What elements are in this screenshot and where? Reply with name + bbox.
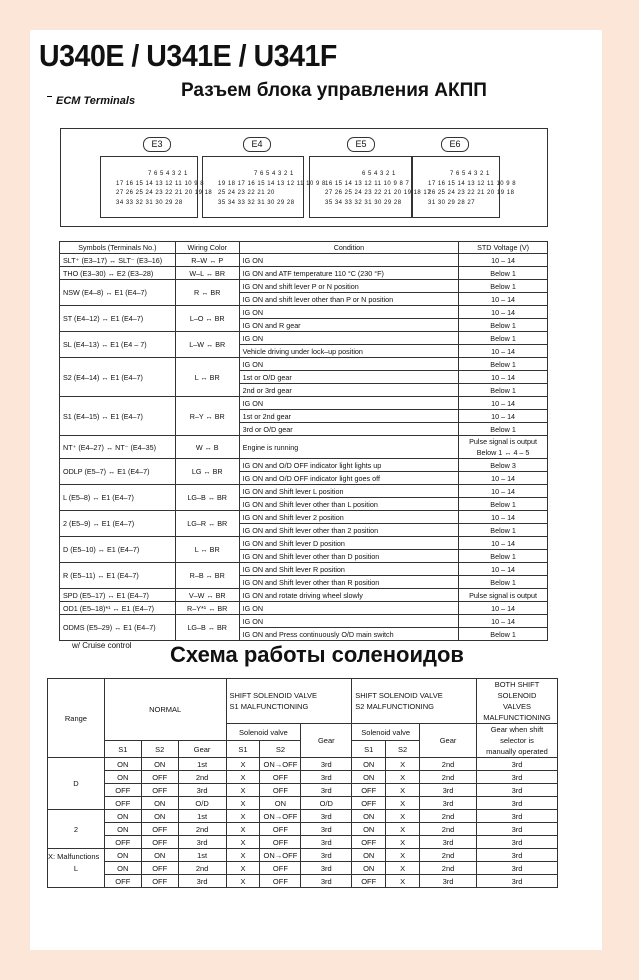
std-voltage: Below 1 [459, 524, 548, 537]
table-row [48, 836, 558, 849]
table-row [60, 511, 548, 524]
table-cell: 3rd [476, 797, 557, 810]
condition: IG ON [239, 332, 458, 345]
table-cell: ON [104, 849, 141, 862]
table-cell: 2nd [420, 771, 477, 784]
table-cell: X [386, 862, 420, 875]
terminal-symbol: ODMS (E5–29) ↔ E1 (E4–7) [60, 615, 176, 641]
connector-label-e5: E5 [347, 137, 375, 152]
table-cell: ON→OFF [260, 810, 301, 823]
table-cell: 3rd [301, 862, 352, 875]
condition: IG ON and Shift lever D position [239, 537, 458, 550]
table-cell: ON [104, 758, 141, 771]
s1mal-s2: S2 [260, 741, 301, 758]
connector-pin-row: 16 15 14 13 12 11 10 9 8 7 [325, 180, 410, 187]
std-voltage: 10 – 14 [459, 410, 548, 423]
std-voltage: 10 – 14 [459, 615, 548, 628]
table-cell: ON [352, 862, 386, 875]
table-cell: O/D [301, 797, 352, 810]
table-row [60, 563, 548, 576]
condition: IG ON and Shift lever other than D position [239, 550, 458, 563]
std-voltage: 10 – 14 [459, 345, 548, 358]
terminal-symbol: THO (E3–30) ↔ E2 (E3–28) [60, 267, 176, 280]
std-voltage: Below 1 [459, 332, 548, 345]
table-cell: ON [141, 849, 178, 862]
std-voltage: Below 1 [459, 628, 548, 641]
table-cell: OFF [352, 836, 386, 849]
condition: IG ON and shift lever other than P or N position [239, 293, 458, 306]
connector-pin-row: 17 16 15 14 13 12 11 10 9 8 [116, 180, 205, 187]
condition: 1st or O/D gear [239, 371, 458, 384]
divider [47, 96, 52, 97]
table-row [48, 810, 558, 823]
table-cell: 3rd [301, 810, 352, 823]
russian-subtitle: Разъем блока управления АКПП [181, 80, 487, 101]
condition: IG ON and Shift lever other than R position [239, 576, 458, 589]
table-cell: O/D [178, 797, 226, 810]
table-row [60, 306, 548, 319]
std-voltage: 10 – 14 [459, 602, 548, 615]
std-voltage: 10 – 14 [459, 472, 548, 485]
table-cell: 2nd [420, 862, 477, 875]
table-cell: 3rd [301, 836, 352, 849]
table-row [60, 280, 548, 293]
connector-pin-row: 7 6 5 4 3 2 1 [254, 171, 294, 177]
table-cell: 3rd [301, 758, 352, 771]
solenoid-title: Схема работы соленоидов [170, 642, 464, 667]
std-voltage: 10 – 14 [459, 537, 548, 550]
connector-label-e3: E3 [143, 137, 171, 152]
std-voltage: 10 – 14 [459, 306, 548, 319]
condition: IG ON and O/D OFF indicator light lights up [239, 459, 458, 472]
range-cell: D [48, 758, 105, 810]
terminal-symbol: R (E5–11) ↔ E1 (E4–7) [60, 563, 176, 589]
table-cell: 3rd [420, 797, 477, 810]
table-cell: OFF [260, 862, 301, 875]
table-cell: 3rd [420, 836, 477, 849]
terminal-symbol: D (E5–10) ↔ E1 (E4–7) [60, 537, 176, 563]
col-symbols: Symbols (Terminals No.) [60, 242, 176, 254]
condition: 3rd or O/D gear [239, 423, 458, 436]
table-cell: ON [104, 771, 141, 784]
condition: IG ON and rotate driving wheel slowly [239, 589, 458, 602]
table-cell: OFF [352, 875, 386, 888]
table-row [48, 758, 558, 771]
std-voltage: 10 – 14 [459, 485, 548, 498]
terminal-symbol: 2 (E5–9) ↔ E1 (E4–7) [60, 511, 176, 537]
table-row [60, 615, 548, 628]
std-voltage: Below 1 [459, 280, 548, 293]
table-cell: OFF [352, 797, 386, 810]
table-cell: 1st [178, 849, 226, 862]
table-cell: 3rd [420, 784, 477, 797]
table-cell: OFF [104, 836, 141, 849]
table-cell: 2nd [178, 823, 226, 836]
table-row [60, 267, 548, 280]
table-cell: X [226, 758, 260, 771]
std-voltage: 10 – 14 [459, 397, 548, 410]
table-cell: OFF [104, 797, 141, 810]
table-cell: 3rd [178, 875, 226, 888]
wiring-color: LG–B ↔ BR [175, 485, 239, 511]
table-cell: 3rd [301, 823, 352, 836]
connector-pin-row: 26 25 24 23 22 21 20 19 18 [428, 190, 515, 196]
terminal-symbol: ST (E4–12) ↔ E1 (E4–7) [60, 306, 176, 332]
table-cell: ON→OFF [260, 758, 301, 771]
std-voltage: 10 – 14 [459, 563, 548, 576]
wiring-color: L–O ↔ BR [175, 306, 239, 332]
std-voltage: Below 1 [459, 358, 548, 371]
table-cell: OFF [141, 836, 178, 849]
table-row [60, 485, 548, 498]
table-row [60, 397, 548, 410]
connector-pin-row: 19 18 17 16 15 14 13 12 11 10 9 8 [218, 180, 326, 187]
table-cell: 3rd [420, 875, 477, 888]
table-row [60, 254, 548, 267]
wiring-color: W–L ↔ BR [175, 267, 239, 280]
normal-gear: Gear [178, 741, 226, 758]
condition: IG ON and shift lever P or N position [239, 280, 458, 293]
table-cell: ON [352, 823, 386, 836]
table-cell: 3rd [476, 875, 557, 888]
connector-pin-row: 25 24 23 22 21 20 [218, 190, 275, 196]
table-cell: X [386, 758, 420, 771]
col-s1-malfunction: SHIFT SOLENOID VALVE S1 MALFUNCTIONING [226, 679, 352, 724]
table-cell: 2nd [420, 849, 477, 862]
connector-pin-row: 35 34 33 32 31 30 29 28 [325, 199, 402, 206]
table-row [48, 862, 558, 875]
table-cell: X [226, 771, 260, 784]
table-cell: X [226, 836, 260, 849]
connector-label-e6: E6 [441, 137, 469, 152]
table-cell: ON [104, 810, 141, 823]
terminal-symbol: SL (E4–13) ↔ E1 (E4 – 7) [60, 332, 176, 358]
std-voltage: Below 1 [459, 267, 548, 280]
std-voltage: Below 1 [459, 576, 548, 589]
wiring-color: L–W ↔ BR [175, 332, 239, 358]
condition: Vehicle driving under lock–up position [239, 345, 458, 358]
table-cell: 2nd [420, 823, 477, 836]
table-cell: 3rd [476, 862, 557, 875]
table-cell: ON [352, 849, 386, 862]
s2mal-s2: S2 [386, 741, 420, 758]
table-row [48, 797, 558, 810]
condition: 2nd or 3rd gear [239, 384, 458, 397]
table-row [60, 436, 548, 459]
terminal-symbol: SPD (E5–17) ↔ E1 (E4–7) [60, 589, 176, 602]
both-manual-gear: Gear when shift selector is manually operated [476, 724, 557, 758]
table-cell: ON [260, 797, 301, 810]
std-voltage: Pulse signal is output Below 1 ↔ 4 – 5 [459, 436, 548, 459]
condition: IG ON [239, 602, 458, 615]
table-cell: X [226, 823, 260, 836]
table-cell: ON [141, 758, 178, 771]
table-cell: ON [104, 862, 141, 875]
table-row [60, 602, 548, 615]
table-row [60, 358, 548, 371]
condition: IG ON [239, 615, 458, 628]
terminal-table [59, 241, 548, 641]
condition: IG ON and Shift lever L position [239, 485, 458, 498]
connector-pin-row: 35 34 33 32 31 30 29 28 [218, 199, 295, 206]
table-cell: 3rd [476, 758, 557, 771]
std-voltage: Pulse signal is output [459, 589, 548, 602]
wiring-color: R–Y*¹ ↔ BR [175, 602, 239, 615]
col-condition: Condition [239, 242, 458, 254]
col-both-malfunction: BOTH SHIFT SOLENOID VALVES MALFUNCTIONING [476, 679, 557, 724]
table-cell: 3rd [476, 823, 557, 836]
table-cell: X [226, 810, 260, 823]
terminal-symbol: L (E5–8) ↔ E1 (E4–7) [60, 485, 176, 511]
cruise-note: w/ Cruise control [72, 641, 132, 650]
condition: IG ON and Shift lever other than L position [239, 498, 458, 511]
table-row [48, 784, 558, 797]
normal-s1: S1 [104, 741, 141, 758]
col-s2-malfunction: SHIFT SOLENOID VALVE S2 MALFUNCTIONING [352, 679, 477, 724]
std-voltage: Below 1 [459, 498, 548, 511]
std-voltage: 10 – 14 [459, 293, 548, 306]
connector-pin-row: 31 30 29 28 27 [428, 199, 476, 206]
condition: IG ON and Shift lever R position [239, 563, 458, 576]
table-cell: X [386, 875, 420, 888]
condition: IG ON and Shift lever other than 2 position [239, 524, 458, 537]
table-cell: ON [352, 771, 386, 784]
table-cell: OFF [260, 875, 301, 888]
wiring-color: R–W ↔ P [175, 254, 239, 267]
table-cell: X [226, 849, 260, 862]
condition: IG ON and R gear [239, 319, 458, 332]
table-cell: 2nd [420, 810, 477, 823]
table-cell: OFF [141, 771, 178, 784]
table-cell: 3rd [476, 836, 557, 849]
s1mal-gear: Gear [301, 724, 352, 758]
terminal-symbol: NSW (E4–8) ↔ E1 (E4–7) [60, 280, 176, 306]
table-cell: X [226, 862, 260, 875]
condition: IG ON [239, 358, 458, 371]
table-cell: ON [352, 810, 386, 823]
condition: IG ON and Shift lever 2 position [239, 511, 458, 524]
table-cell: X [386, 797, 420, 810]
range-cell: L [48, 849, 105, 888]
table-cell: ON [104, 823, 141, 836]
std-voltage: Below 1 [459, 384, 548, 397]
table-cell: 3rd [178, 836, 226, 849]
std-voltage: Below 1 [459, 550, 548, 563]
table-cell: 3rd [476, 810, 557, 823]
std-voltage: Below 1 [459, 319, 548, 332]
table-cell: OFF [141, 823, 178, 836]
solenoid-table [47, 678, 558, 888]
condition: IG ON and ATF temperature 110 °C (230 °F) [239, 267, 458, 280]
col-normal: NORMAL [104, 679, 226, 741]
table-cell: OFF [260, 784, 301, 797]
col-std: STD Voltage (V) [459, 242, 548, 254]
table-cell: X [386, 823, 420, 836]
table-row [48, 823, 558, 836]
condition: IG ON [239, 397, 458, 410]
table-cell: 3rd [301, 784, 352, 797]
table-cell: 2nd [178, 771, 226, 784]
wiring-color: L ↔ BR [175, 537, 239, 563]
table-cell: 2nd [420, 758, 477, 771]
s1mal-solenoid-valve: Solenoid valve [226, 724, 301, 741]
condition: IG ON and Press continuously O/D main switch [239, 628, 458, 641]
table-cell: OFF [141, 862, 178, 875]
connector-pin-row: 7 6 5 4 3 2 1 [450, 171, 490, 177]
terminal-symbol: NT⁺ (E4–27) ↔ NT⁻ (E4–35) [60, 436, 176, 459]
table-cell: 3rd [476, 784, 557, 797]
connector-pin-row: 27 26 25 24 23 22 21 20 19 18 17 [325, 190, 432, 196]
terminal-symbol: OD1 (E5–18)*¹ ↔ E1 (E4–7) [60, 602, 176, 615]
table-row [48, 849, 558, 862]
connector-pin-row: 17 16 15 14 13 12 11 10 9 8 [428, 180, 517, 187]
wiring-color: R–Y ↔ BR [175, 397, 239, 436]
table-cell: 3rd [476, 849, 557, 862]
table-cell: 3rd [476, 771, 557, 784]
table-row [60, 537, 548, 550]
std-voltage: Below 1 [459, 423, 548, 436]
wiring-color: LG ↔ BR [175, 459, 239, 485]
table-row [48, 771, 558, 784]
connector-pin-row: 34 33 32 31 30 29 28 [116, 199, 183, 206]
table-row [60, 589, 548, 602]
terminal-symbol: SLT⁺ (E3–17) ↔ SLT⁻ (E3–16) [60, 254, 176, 267]
connector-pin-row: 7 6 5 4 3 2 1 [148, 171, 188, 177]
ecm-terminals-label: ECM Terminals [56, 95, 136, 107]
table-cell: 3rd [301, 771, 352, 784]
condition: IG ON [239, 306, 458, 319]
table-cell: ON [141, 810, 178, 823]
range-cell: 2 [48, 810, 105, 849]
table-cell: OFF [352, 784, 386, 797]
table-row [60, 459, 548, 472]
table-cell: ON→OFF [260, 849, 301, 862]
terminal-symbol: ODLP (E5–7) ↔ E1 (E4–7) [60, 459, 176, 485]
col-wiring: Wiring Color [175, 242, 239, 254]
wiring-color: R–B ↔ BR [175, 563, 239, 589]
wiring-color: V–W ↔ BR [175, 589, 239, 602]
table-cell: 3rd [301, 849, 352, 862]
normal-s2: S2 [141, 741, 178, 758]
condition: IG ON [239, 254, 458, 267]
table-cell: X [226, 784, 260, 797]
table-cell: 3rd [178, 784, 226, 797]
table-cell: 2nd [178, 862, 226, 875]
table-cell: OFF [141, 784, 178, 797]
table-cell: X [386, 771, 420, 784]
table-cell: X [386, 784, 420, 797]
s2mal-gear: Gear [420, 724, 477, 758]
wiring-color: W ↔ B [175, 436, 239, 459]
table-cell: OFF [141, 875, 178, 888]
table-cell: ON [141, 797, 178, 810]
col-range: Range [48, 679, 105, 758]
table-cell: 1st [178, 810, 226, 823]
std-voltage: 10 – 14 [459, 511, 548, 524]
terminal-symbol: S2 (E4–14) ↔ E1 (E4–7) [60, 358, 176, 397]
std-voltage: Below 3 [459, 459, 548, 472]
s2mal-solenoid-valve: Solenoid valve [352, 724, 420, 741]
condition: 1st or 2nd gear [239, 410, 458, 423]
table-cell: OFF [104, 784, 141, 797]
connector-label-e4: E4 [243, 137, 271, 152]
table-cell: 1st [178, 758, 226, 771]
table-cell: X [226, 875, 260, 888]
wiring-color: L ↔ BR [175, 358, 239, 397]
table-cell: X [386, 836, 420, 849]
malfunction-note: X: Malfunctions [48, 852, 100, 861]
std-voltage: 10 – 14 [459, 254, 548, 267]
terminal-symbol: S1 (E4–15) ↔ E1 (E4–7) [60, 397, 176, 436]
table-cell: ON [352, 758, 386, 771]
table-cell: X [386, 810, 420, 823]
table-cell: X [226, 797, 260, 810]
s2mal-s1: S1 [352, 741, 386, 758]
page-title: U340E / U341E / U341F [39, 38, 337, 73]
table-row [60, 332, 548, 345]
table-cell: OFF [260, 771, 301, 784]
connector-pin-row: 6 5 4 3 2 1 [362, 171, 396, 177]
wiring-color: LG–R ↔ BR [175, 511, 239, 537]
condition: IG ON and O/D OFF indicator light goes off [239, 472, 458, 485]
table-cell: OFF [260, 823, 301, 836]
std-voltage: 10 – 14 [459, 371, 548, 384]
connector-pin-row: 27 26 25 24 23 22 21 20 19 18 [116, 190, 213, 196]
table-cell: 3rd [301, 875, 352, 888]
s1mal-s1: S1 [226, 741, 260, 758]
condition: Engine is running [239, 436, 458, 459]
wiring-color: LG–B ↔ BR [175, 615, 239, 641]
table-cell: X [386, 849, 420, 862]
table-cell: OFF [104, 875, 141, 888]
table-cell: OFF [260, 836, 301, 849]
wiring-color: R ↔ BR [175, 280, 239, 306]
table-row [48, 875, 558, 888]
